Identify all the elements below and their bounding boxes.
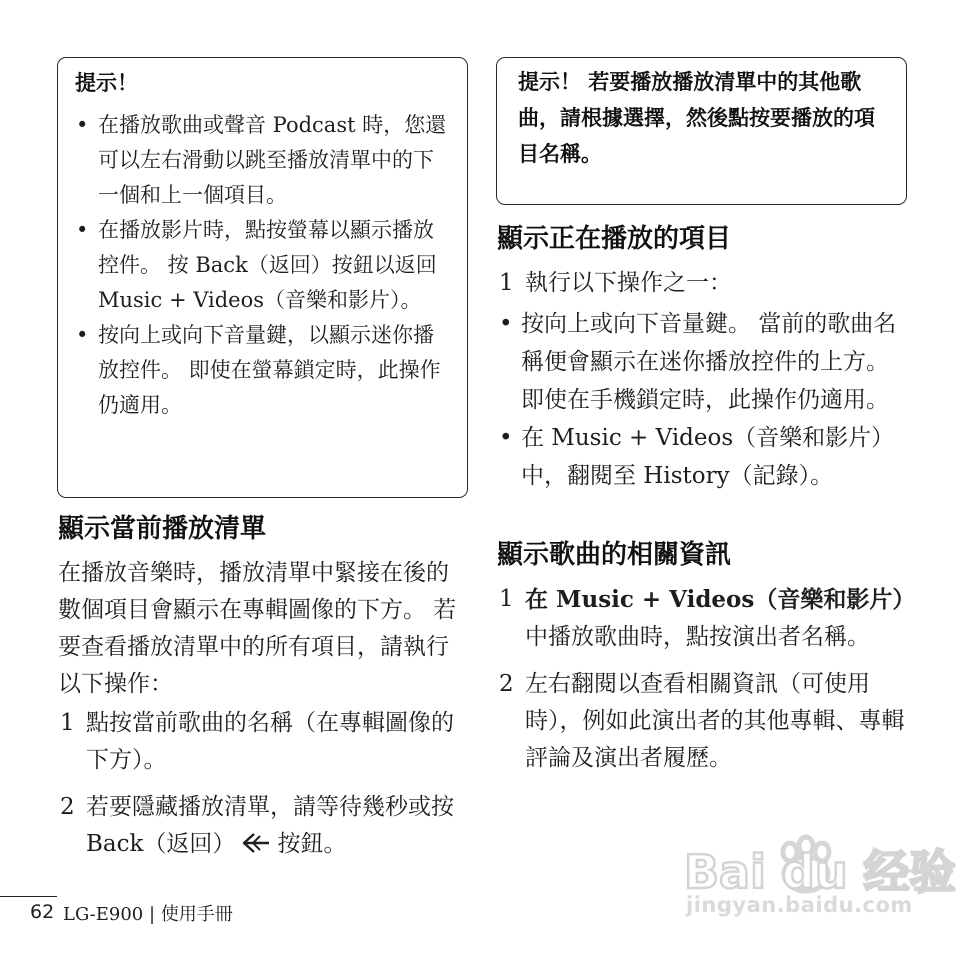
tip-left-title: 提示！	[75, 71, 138, 95]
page-number: 62	[30, 901, 55, 923]
playlist-steps	[58, 705, 468, 867]
step-text-bold: 在 Music + Videos（音樂和影片）	[525, 586, 916, 613]
list-item	[58, 705, 468, 779]
section-heading-playlist: 顯示當前播放清單	[58, 514, 267, 544]
list-item	[497, 265, 907, 302]
now-playing-bullets	[497, 305, 905, 495]
tip-left-bullets	[74, 108, 450, 423]
step-text: 點按當前歌曲的名稱（在專輯圖像的下方）。	[86, 710, 454, 773]
back-arrow-icon	[241, 830, 271, 867]
now-playing-steps	[497, 265, 907, 302]
footer-rule	[0, 896, 57, 897]
step-text: 若要隱藏播放清單，請等待幾秒或按 Back（返回）	[86, 794, 454, 857]
step-number: 1	[60, 710, 75, 736]
watermark-url: jingyan.baidu.com	[686, 893, 913, 917]
list-item: • 按向上或向下音量鍵，以顯示迷你播放控件。 即使在螢幕鎖定時，此操作仍適用。	[74, 318, 450, 423]
step-text: 執行以下操作之一：	[525, 270, 732, 296]
section-heading-related: 顯示歌曲的相關資訊	[497, 540, 732, 570]
list-item: • 按向上或向下音量鍵。 當前的歌曲名稱便會顯示在迷你播放控件的上方。 即使在手機鎖定時，此操作仍適用。	[497, 305, 905, 419]
step-number: 1	[499, 270, 514, 296]
tip-right-text: 提示！ 若要播放播放清單中的其他歌曲，請根據選擇，然後點按要播放的項目名稱。	[518, 70, 875, 166]
list-item: • 在 Music + Videos（音樂和影片）中，翻閱至 History（記錄）。	[497, 419, 905, 495]
list-item: • 在播放歌曲或聲音 Podcast 時，您還可以左右滑動以跳至播放清單中的下一個和上一個項目。	[74, 108, 450, 213]
playlist-intro: 在播放音樂時，播放清單中緊接在後的數個項目會顯示在專輯圖像的下方。 若要查看播放清單中的所有項目，請執行以下操作：	[58, 560, 457, 697]
step-text: 左右翻閱以查看相關資訊（可使用時），例如此演出者的其他專輯、專輯評論及演出者履歷。	[525, 671, 905, 771]
step-text-suffix: 按鈕。	[277, 831, 347, 857]
step-text: 中播放歌曲時，點按演出者名稱。	[525, 624, 870, 650]
step-number: 2	[499, 671, 514, 697]
watermark-logo-text: Bai du 经验	[684, 845, 956, 899]
list-item	[58, 789, 468, 867]
list-item: • 在播放影片時，點按螢幕以顯示播放控件。 按 Back（返回）按鈕以返回 Music + Videos（音樂和影片）。	[74, 213, 450, 318]
step-number: 2	[60, 794, 75, 820]
list-item	[497, 581, 916, 656]
step-number: 1	[499, 586, 514, 612]
related-steps	[497, 581, 916, 777]
list-item	[497, 666, 907, 777]
manual-title: LG-E900 | 使用手冊	[63, 904, 233, 925]
section-heading-now-playing: 顯示正在播放的項目	[497, 224, 732, 254]
